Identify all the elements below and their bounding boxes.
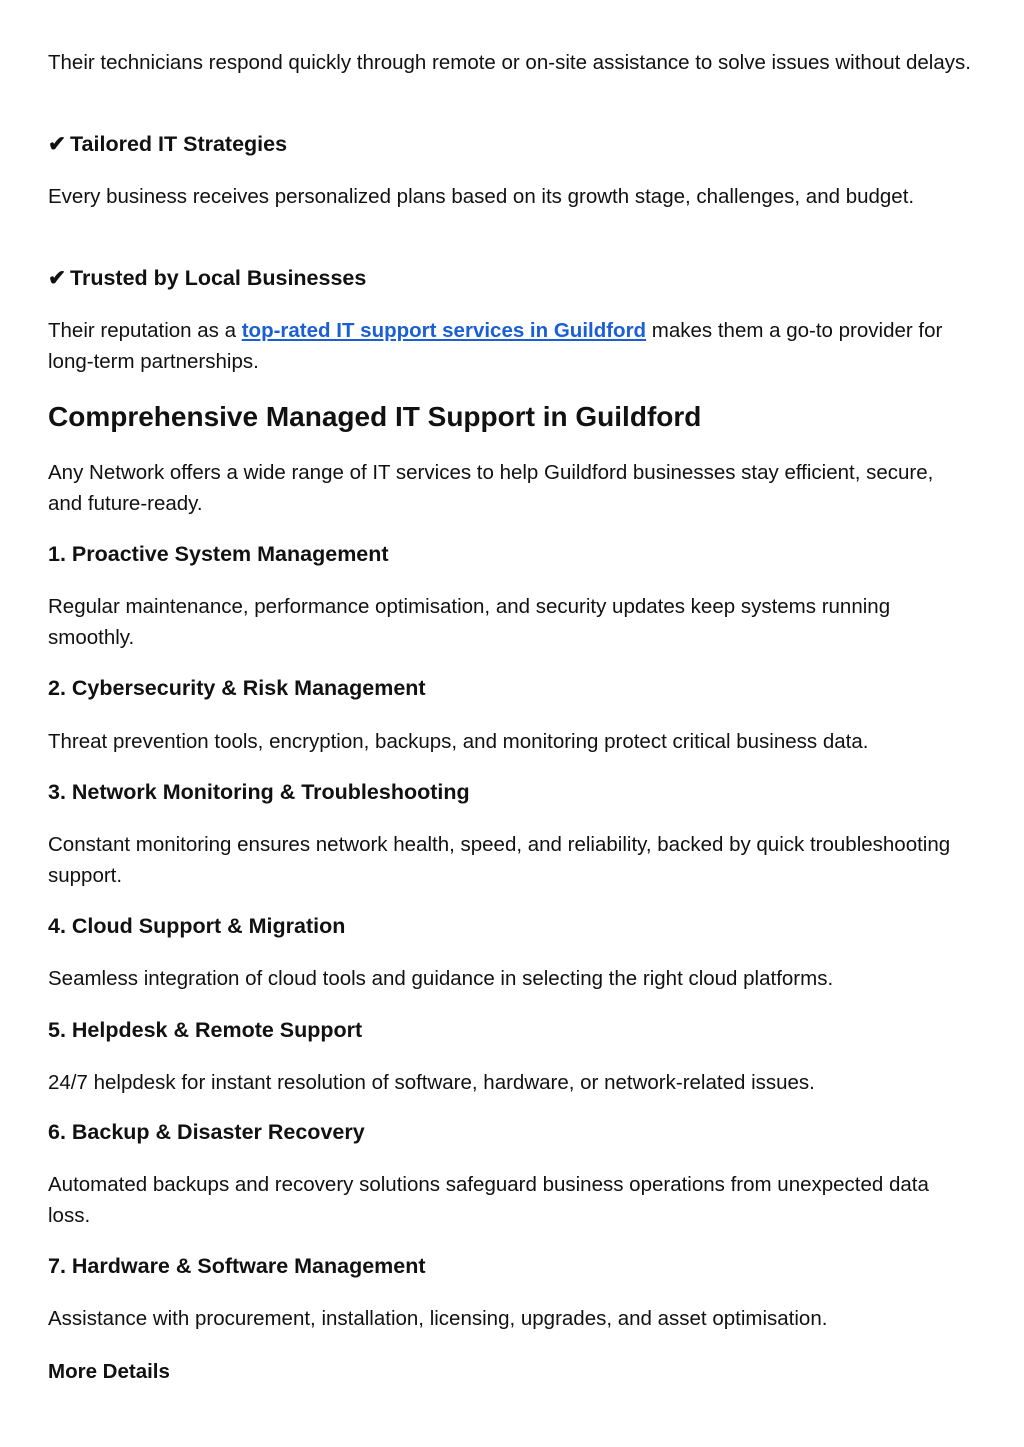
service-heading: 7. Hardware & Software Management xyxy=(48,1254,426,1278)
text: Their reputation as a xyxy=(48,319,242,342)
service-description: Constant monitoring ensures network health, speed, and reliability, backed by quick troubleshooting support. xyxy=(48,833,951,887)
checkmark-icon: ✔ xyxy=(48,266,67,290)
service-heading: 6. Backup & Disaster Recovery xyxy=(48,1120,365,1144)
service-heading: 2. Cybersecurity & Risk Management xyxy=(48,676,426,700)
heading-text: Tailored IT Strategies xyxy=(70,132,288,156)
service-heading: 3. Network Monitoring & Troubleshooting xyxy=(48,780,470,804)
service-heading: 5. Helpdesk & Remote Support xyxy=(48,1018,363,1042)
check-paragraph: Every business receives personalized plans based on its growth stage, challenges, and budget. xyxy=(48,185,915,208)
section-intro: Any Network offers a wide range of IT services to help Guildford businesses stay efficient, secure, and future-ready. xyxy=(48,461,934,515)
section-title: Comprehensive Managed IT Support in Guildford xyxy=(48,401,702,432)
text: makes them a go-to provider for long-term partnerships. xyxy=(48,319,943,373)
service-heading: 4. Cloud Support & Migration xyxy=(48,914,346,938)
guildford-it-support-link[interactable]: top-rated IT support services in Guildford xyxy=(241,319,647,342)
service-heading: 1. Proactive System Management xyxy=(48,542,389,566)
service-description: Seamless integration of cloud tools and guidance in selecting the right cloud platforms. xyxy=(48,967,834,990)
check-paragraph xyxy=(48,315,973,377)
service-description: Assistance with procurement, installation, licensing, upgrades, and asset optimisation. xyxy=(48,1307,828,1330)
checkmark-icon: ✔ xyxy=(48,132,67,156)
intro-paragraph: Their technicians respond quickly through remote or on-site assistance to solve issues without delays. xyxy=(48,51,971,74)
heading-text: Trusted by Local Businesses xyxy=(70,266,367,290)
check-heading-trusted xyxy=(48,263,973,294)
service-description: Regular maintenance, performance optimisation, and security updates keep systems running smoothly. xyxy=(48,595,891,649)
more-details-label: More Details xyxy=(48,1360,170,1383)
service-description: 24/7 helpdesk for instant resolution of software, hardware, or network-related issues. xyxy=(48,1071,815,1094)
service-description: Threat prevention tools, encryption, backups, and monitoring protect critical business data. xyxy=(48,730,869,753)
service-description: Automated backups and recovery solutions safeguard business operations from unexpected data loss. xyxy=(48,1173,929,1227)
check-heading-tailored xyxy=(48,129,973,160)
